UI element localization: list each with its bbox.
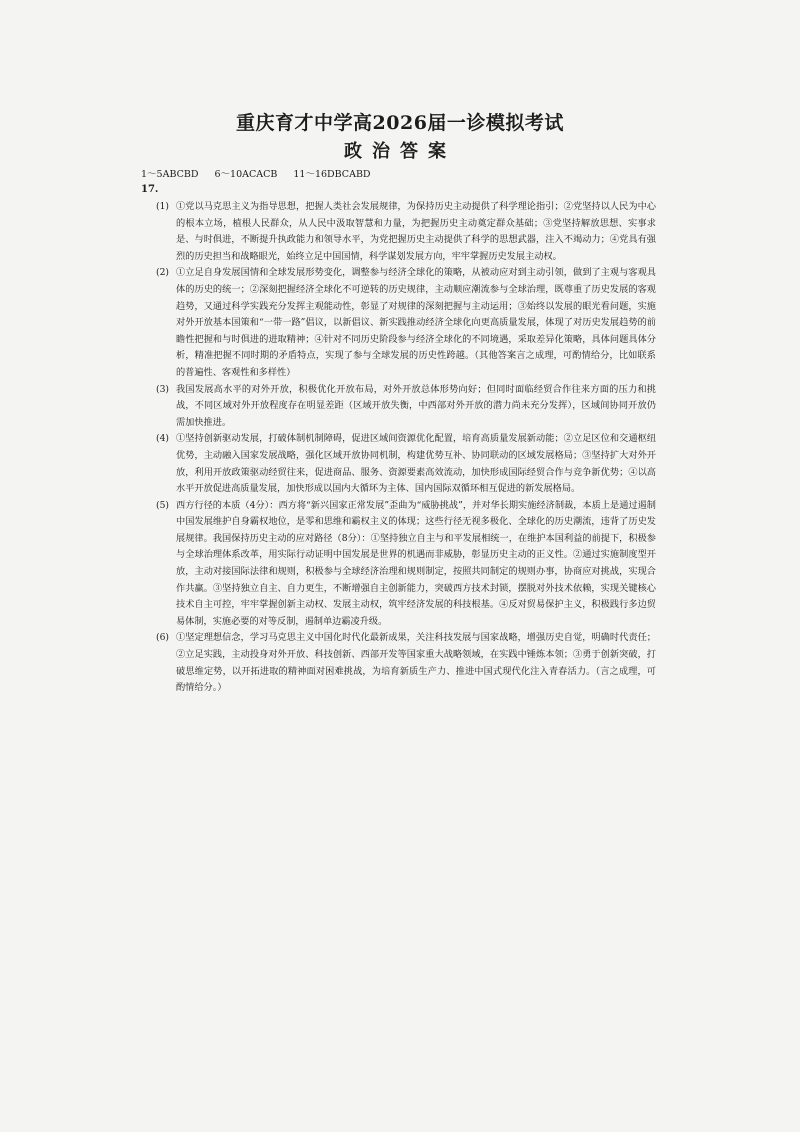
answer-group-1-5: 1～5ABCBD (141, 169, 199, 180)
part-text: ①立足自身发展国情和全球发展形势变化，调整参与经济全球化的策略，从被动应对到主动引领，做到了主观与客观具体的历史的统一；②深刻把握经济全球化不可逆转的历史规律，主动顺应潮流参与全球治理，既尊重了历史发展的客观趋势，又通过科学实践充分发挥主观能动性，彰显了对规律的深刻把握与主动运用；③始终以发展的眼光看问题，实施对外开放基本国策和“一带一路”倡议，以新倡议、新实践推动经济全球化向更高质量发展，体现了对历史发展趋势的前瞻性把握和与时俱进的进取精神；④针对不同历史阶段参与经济全球化的不同境遇，采取差异化策略，具体问题具体分析，精准把握不同时期的矛盾特点，实现了参与全球发展的历史性跨越。（其他答案言之成理，可酌情给分，比如联系的普遍性、客观性和多样性） (176, 267, 656, 378)
answer-part-2 (156, 265, 656, 381)
part-number: (5) (156, 499, 170, 511)
answer-part-1 (156, 199, 656, 265)
multiple-choice-answers (141, 166, 387, 180)
part-text: 西方行径的本质（4分）：西方将“新兴国家正常发展”歪曲为“威胁挑战”，并对华长期实施经济制裁，本质上是通过遏制中国发展维护自身霸权地位，是零和思维和霸权主义的体现；这些行径无视多极化、全球化的历史潮流，违背了历史发展规律。我国保持历史主动的应对路径（8分）：①坚持独立自主与和平发展相统一，在维护本国利益的前提下，积极参与全球治理体系改革，用实际行动证明中国发展是世界的机遇而非威胁，彰显历史主动的正义性。②通过实施制度型开放，主动对接国际法律和规则，积极参与全球经济治理和规则制定，按照共同制定的规则办事，协商应对挑战，实现合作共赢。③坚持独立自主、自力更生，不断增强自主创新能力，突破西方技术封锁，摆脱对外技术依赖，实现关键核心技术自主可控，牢牢掌握创新主动权、发展主动权，筑牢经济发展的科技根基。④反对贸易保护主义，积极践行多边贸易体制，实施必要的对等反制，遏制单边霸凌升级。 (176, 499, 656, 627)
part-number: (6) (156, 632, 170, 644)
answer-group-6-10: 6～10ACACB (214, 169, 278, 180)
answer-part-5 (156, 498, 656, 631)
answer-part-3 (156, 382, 656, 432)
answer-part-6 (156, 630, 656, 696)
part-text: ①坚持创新驱动发展，打破体制机制障碍，促进区域间资源优化配置，培育高质量发展新动能；②立足区位和交通枢纽优势，主动融入国家发展战略，强化区域开放协同机制，构建优势互补、协同联动的区域发展格局；③坚持扩大对外开放，利用开放政策驱动经贸往来，促进商品、服务、资源要素高效流动，加快形成国际经贸合作与竞争新优势；④以高水平开放促进高质量发展，加快形成以国内大循环为主体、国内国际双循环相互促进的新发展格局。 (176, 433, 656, 495)
answer-content (156, 199, 656, 697)
part-number: (4) (156, 433, 170, 445)
answer-part-4 (156, 431, 656, 497)
part-number: (3) (156, 383, 170, 395)
document-subtitle: 政治答案 (344, 141, 456, 162)
part-text: ①坚定理想信念，学习马克思主义中国化时代化最新成果，关注科技发展与国家战略，增强历史自觉，明确时代责任；②立足实践，主动投身对外开放、科技创新、西部开发等国家重大战略领域，在实践中锤炼本领；③勇于创新突破，打破思维定势，以开拓进取的精神面对困难挑战，为培育新质生产力、推进中国式现代化注入青春活力。（言之成理，可酌情给分。） (176, 632, 656, 694)
question-number: 17. (141, 184, 159, 195)
part-number: (2) (156, 267, 170, 279)
part-text: 我国发展高水平的对外开放，积极优化开放布局，对外开放总体形势向好；但同时面临经贸合作往来方面的压力和挑战，不同区域对外开放程度存在明显差距（区域开放失衡，中西部对外开放的潜力尚未充分发挥），区域间协同开放仍需加快推进。 (176, 383, 656, 428)
document-title: 重庆育才中学高2026届一诊模拟考试 (236, 112, 564, 134)
answer-group-11-16: 11～16DBCABD (293, 169, 371, 180)
part-text: ①党以马克思主义为指导思想，把握人类社会发展规律，为保持历史主动提供了科学理论指引；②党坚持以人民为中心的根本立场，植根人民群众，从人民中汲取智慧和力量，为把握历史主动奠定群众基础；③党坚持解放思想、实事求是、与时俱进，不断提升执政能力和领导水平，为党把握历史主动提供了科学的思想武器，注入不竭动力；④党具有强烈的历史担当和战略眼光，始终立足中国国情，科学谋划发展方向，牢牢掌握历史发展主动权。 (176, 201, 656, 262)
part-number: (1) (156, 201, 170, 212)
